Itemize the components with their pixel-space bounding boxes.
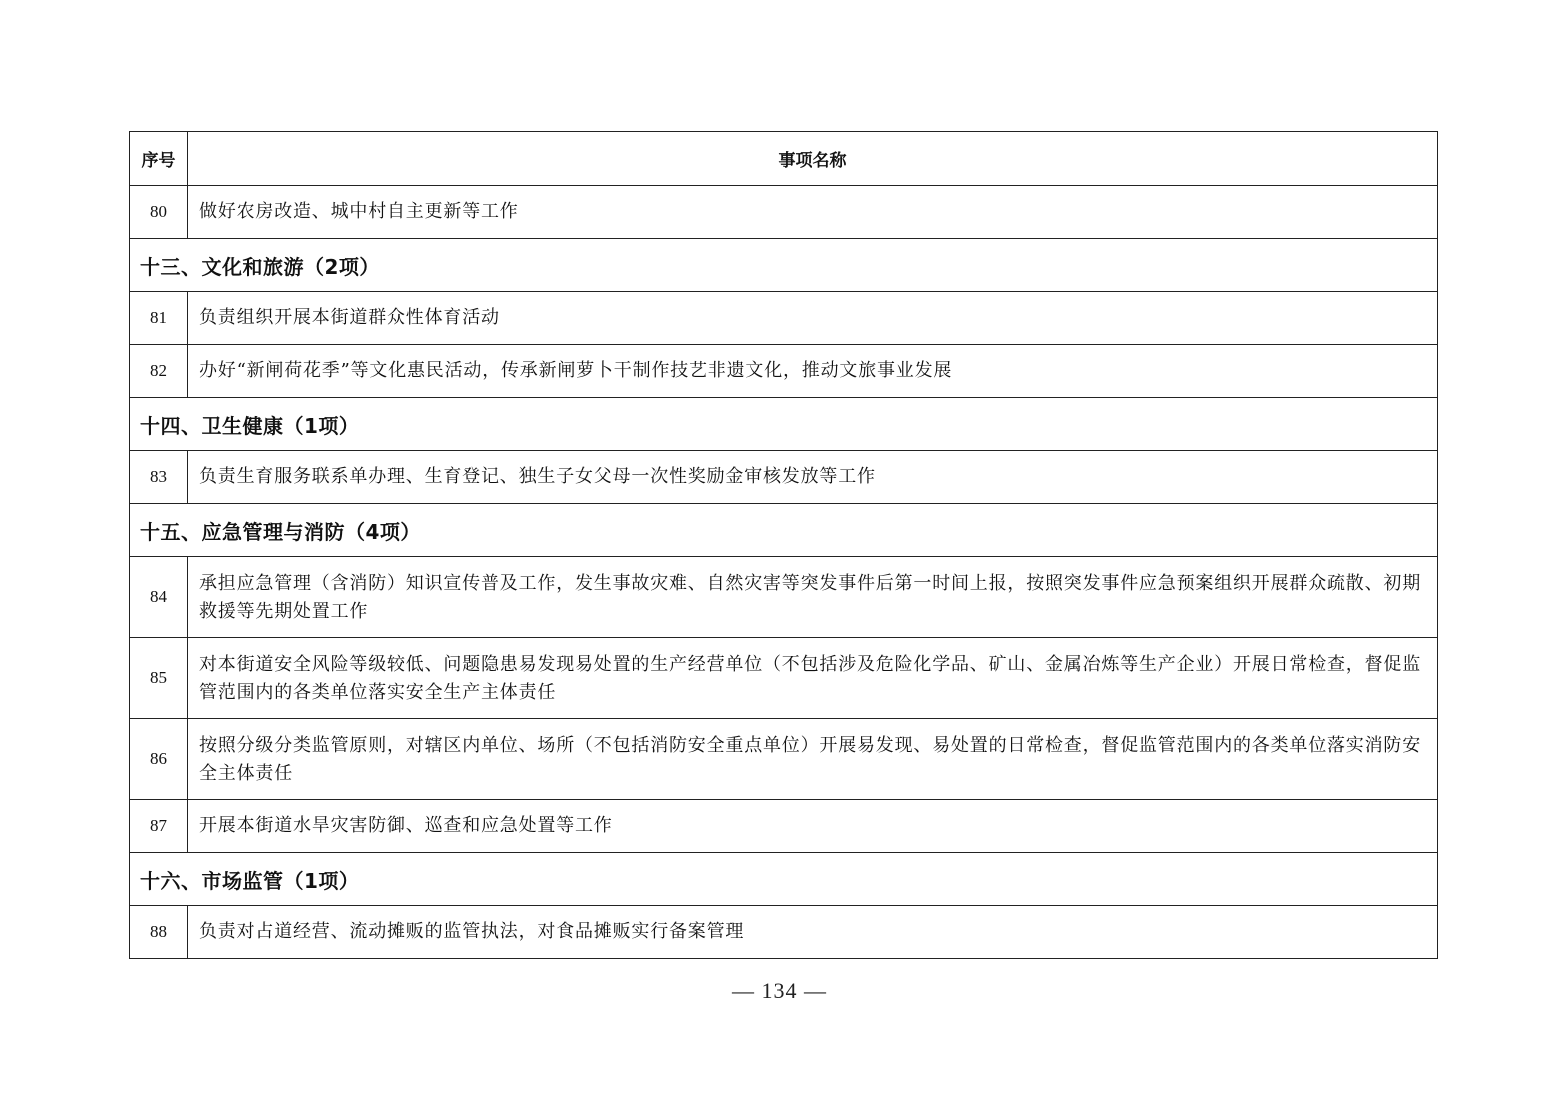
row-item-name: 开展本街道水旱灾害防御、巡查和应急处置等工作: [188, 800, 1438, 853]
row-serial-number: 80: [130, 186, 188, 239]
row-serial-number: 84: [130, 557, 188, 638]
table-row: [130, 800, 1438, 853]
row-serial-number: 81: [130, 292, 188, 345]
row-serial-number: 83: [130, 451, 188, 504]
row-item-name: 按照分级分类监管原则，对辖区内单位、场所（不包括消防安全重点单位）开展易发现、易处置的日常检查，督促监管范围内的各类单位落实消防安全主体责任: [188, 719, 1438, 800]
section-row: [130, 504, 1438, 557]
page-number: — 134 —: [732, 978, 827, 1003]
row-serial-number: 85: [130, 638, 188, 719]
header-item-name: 事项名称: [188, 132, 1438, 186]
section-row: [130, 239, 1438, 292]
table-row: [130, 557, 1438, 638]
row-item-name: 办好“新闸荷花季”等文化惠民活动，传承新闸萝卜干制作技艺非遗文化，推动文旅事业发展: [188, 345, 1438, 398]
table-row: [130, 345, 1438, 398]
row-item-name: 负责对占道经营、流动摊贩的监管执法，对食品摊贩实行备案管理: [188, 906, 1438, 959]
row-serial-number: 82: [130, 345, 188, 398]
table-row: [130, 292, 1438, 345]
table-row: [130, 719, 1438, 800]
table-row: [130, 186, 1438, 239]
table-header-row: [130, 132, 1438, 186]
row-serial-number: 88: [130, 906, 188, 959]
section-title: 十三、文化和旅游（2项）: [130, 239, 1438, 292]
row-serial-number: 86: [130, 719, 188, 800]
row-item-name: 负责组织开展本街道群众性体育活动: [188, 292, 1438, 345]
items-table: [129, 131, 1438, 959]
section-row: [130, 398, 1438, 451]
header-serial-number: 序号: [130, 132, 188, 186]
table-row: [130, 906, 1438, 959]
section-title: 十四、卫生健康（1项）: [130, 398, 1438, 451]
section-row: [130, 853, 1438, 906]
row-item-name: 做好农房改造、城中村自主更新等工作: [188, 186, 1438, 239]
row-item-name: 对本街道安全风险等级较低、问题隐患易发现易处置的生产经营单位（不包括涉及危险化学品、矿山、金属冶炼等生产企业）开展日常检查，督促监管范围内的各类单位落实安全生产主体责任: [188, 638, 1438, 719]
table-row: [130, 638, 1438, 719]
table-row: [130, 451, 1438, 504]
row-serial-number: 87: [130, 800, 188, 853]
section-title: 十六、市场监管（1项）: [130, 853, 1438, 906]
row-item-name: 承担应急管理（含消防）知识宣传普及工作，发生事故灾难、自然灾害等突发事件后第一时间上报，按照突发事件应急预案组织开展群众疏散、初期救援等先期处置工作: [188, 557, 1438, 638]
section-title: 十五、应急管理与消防（4项）: [130, 504, 1438, 557]
row-item-name: 负责生育服务联系单办理、生育登记、独生子女父母一次性奖励金审核发放等工作: [188, 451, 1438, 504]
